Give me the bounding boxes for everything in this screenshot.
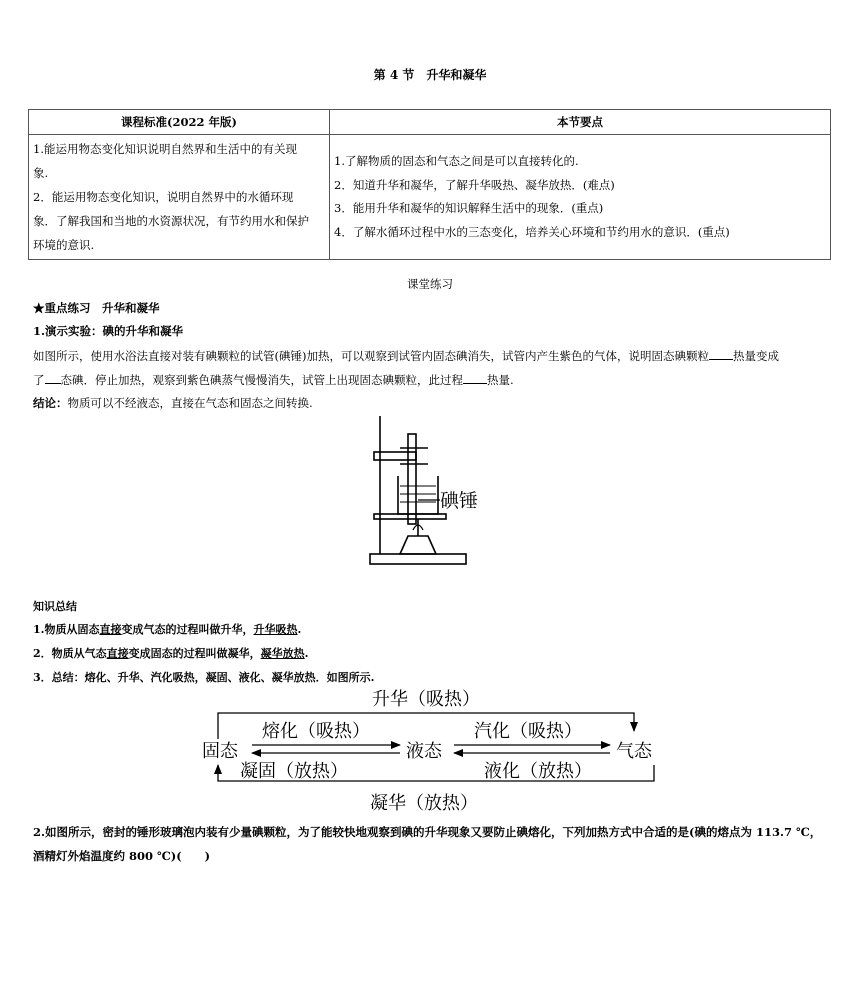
standard-line: 2．能运用物态变化知识，说明自然界中的水循环现 [33, 190, 294, 204]
experiment-heading: 1.演示实验：碘的升华和凝华 [33, 324, 184, 338]
freezing-label: 凝固（放热） [240, 761, 348, 782]
iodine-hammer-label: 碘锤 [440, 490, 479, 512]
support-ring [374, 514, 446, 519]
conclusion: 结论：物质可以不经液态，直接在气态和固态之间转换. [33, 396, 313, 410]
summary-line-1: 1.物质从固态直接变成气态的过程叫做升华，升华吸热. [33, 623, 302, 636]
page-title: 第 4 节 升华和凝华 [373, 68, 487, 82]
liquid-state-label: 液态 [406, 741, 442, 762]
question-2-line2: 酒精灯外焰温度约 800 ℃)( ) [33, 849, 211, 863]
sublimation-label: 升华（吸热） [372, 689, 480, 710]
section-heading: 课堂练习 [407, 277, 453, 291]
gas-state-label: 气态 [616, 741, 652, 762]
standard-line: 象. [33, 166, 49, 180]
summary-heading: 知识总结 [33, 600, 77, 613]
solid-state-label: 固态 [202, 741, 238, 762]
key-point-line: 1.了解物质的固态和气态之间是可以直接转化的. [334, 154, 579, 168]
state-change-diagram [196, 687, 666, 815]
standard-line: 环境的意识. [33, 238, 95, 252]
question-2-line1: 2.如图所示，密封的锤形玻璃泡内装有少量碘颗粒，为了能较快地观察到碘的升华现象又要防止碘熔化，下列加热方式中合适的是(碘的熔点为 113.7 ℃， [33, 825, 822, 839]
summary-line-2: 2．物质从气态直接变成固态的过程叫做凝华，凝华放热. [33, 647, 309, 660]
focus-heading: ★重点练习 升华和凝华 [33, 301, 160, 315]
answer-blank[interactable] [709, 347, 733, 360]
vaporization-label: 汽化（吸热） [474, 721, 582, 742]
key-point-line: 4．了解水循环过程中水的三态变化，培养关心环境和节约用水的意识．(重点) [334, 224, 730, 239]
standard-line: 1.能运用物态变化知识说明自然界和生活中的有关现 [33, 142, 297, 156]
water-beaker [398, 476, 438, 514]
table-header-standard: 课程标准(2022 年版) [29, 110, 330, 135]
curriculum-table [28, 109, 831, 260]
melting-label: 熔化（吸热） [262, 721, 370, 742]
key-point-line: 2．知道升华和凝华，了解升华吸热、凝华放热．(难点) [334, 177, 615, 192]
standard-line: 象．了解我国和当地的水资源状况，有节约用水和保护 [33, 214, 309, 228]
standard-cell [29, 135, 330, 260]
key-points-cell [330, 135, 831, 260]
table-header-key-points: 本节要点 [330, 110, 831, 135]
key-point-line: 3．能用升华和凝华的知识解释生活中的现象．(重点) [334, 201, 604, 215]
alcohol-lamp [400, 536, 436, 554]
answer-blank[interactable] [45, 371, 61, 384]
answer-blank[interactable] [463, 371, 487, 384]
summary-line-3: 3．总结：熔化、升华、汽化吸热，凝固、液化、凝华放热．如图所示. [33, 671, 375, 684]
stand-base [370, 554, 466, 564]
iodine-hammer-apparatus-figure [360, 414, 500, 574]
experiment-text-line2: 了 态碘．停止加热，观察到紫色碘蒸气慢慢消失，试管上出现固态碘颗粒，此过程 热量. [33, 373, 514, 387]
experiment-text-line1: 如图所示，使用水浴法直接对装有碘颗粒的试管(碘锤)加热，可以观察到试管内固态碘消失，试管内产生紫色的气体，说明固态碘颗粒 热量变成 [33, 349, 779, 363]
deposition-label: 凝华（放热） [370, 793, 478, 814]
liquefaction-label: 液化（放热） [484, 761, 592, 782]
